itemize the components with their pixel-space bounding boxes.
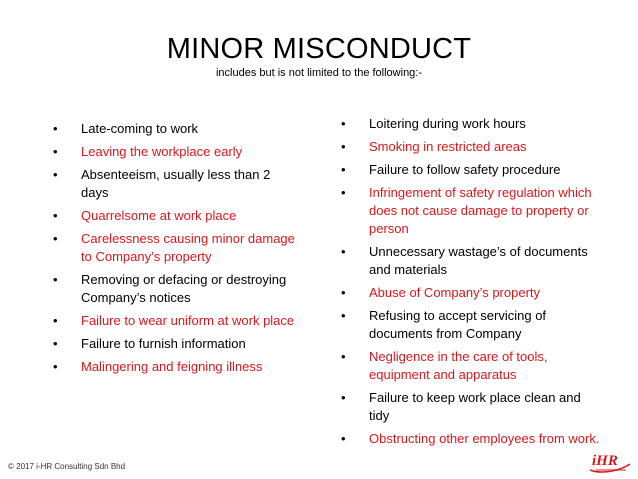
list-item-text: Loitering during work hours bbox=[369, 116, 526, 131]
list-item-text: Absenteeism, usually less than 2 days bbox=[81, 167, 271, 200]
list-item bbox=[53, 312, 298, 330]
list-item bbox=[341, 284, 601, 302]
list-item-text: Refusing to accept servicing of documents from Company bbox=[369, 308, 547, 341]
list-item bbox=[53, 335, 298, 353]
bullet-marker: • bbox=[53, 231, 58, 246]
list-item bbox=[341, 243, 601, 279]
list-item bbox=[341, 115, 601, 133]
list-item-text: Quarrelsome at work place bbox=[81, 208, 237, 223]
bullet-marker: • bbox=[341, 116, 346, 131]
list-item-text: Failure to furnish information bbox=[81, 336, 246, 351]
list-item bbox=[341, 138, 601, 156]
list-item-text: Smoking in restricted areas bbox=[369, 139, 527, 154]
list-item-text: Failure to keep work place clean and tidy bbox=[369, 390, 581, 423]
list-item bbox=[53, 271, 298, 307]
list-item-text: Leaving the workplace early bbox=[81, 144, 243, 159]
list-item bbox=[341, 389, 601, 425]
left-bullet-list bbox=[53, 120, 298, 381]
bullet-marker: • bbox=[341, 349, 346, 364]
list-item-text: Obstructing other employees from work. bbox=[369, 431, 600, 446]
bullet-marker: • bbox=[53, 121, 58, 136]
list-item bbox=[341, 348, 601, 384]
bullet-marker: • bbox=[53, 336, 58, 351]
list-item bbox=[53, 207, 298, 225]
slide-subtitle: includes but is not limited to the following:- bbox=[215, 67, 423, 79]
list-item bbox=[53, 143, 298, 161]
bullet-marker: • bbox=[53, 208, 58, 223]
bullet-marker: • bbox=[341, 162, 346, 177]
bullet-marker: • bbox=[53, 313, 58, 328]
list-item-text: Late-coming to work bbox=[81, 121, 199, 136]
right-bullet-list bbox=[341, 115, 601, 453]
list-item-text: Failure to follow safety procedure bbox=[369, 162, 561, 177]
list-item-text: Negligence in the care of tools, equipment and apparatus bbox=[369, 349, 548, 382]
bullet-marker: • bbox=[53, 144, 58, 159]
bullet-marker: • bbox=[341, 139, 346, 154]
bullet-marker: • bbox=[53, 272, 58, 287]
bullet-marker: • bbox=[53, 359, 58, 374]
bullet-marker: • bbox=[341, 431, 346, 446]
ihr-logo bbox=[586, 448, 632, 474]
bullet-marker: • bbox=[341, 185, 346, 200]
list-item-text: Carelessness causing minor damage to Company’s property bbox=[81, 231, 295, 264]
bullet-marker: • bbox=[341, 308, 346, 323]
list-item bbox=[341, 161, 601, 179]
logo-text: iHR bbox=[592, 453, 618, 469]
list-item-text: Abuse of Company’s property bbox=[369, 285, 541, 300]
list-item bbox=[53, 166, 298, 202]
list-item bbox=[341, 307, 601, 343]
list-item bbox=[341, 184, 601, 238]
list-item-text: Removing or defacing or destroying Company’s notices bbox=[81, 272, 287, 305]
list-item bbox=[53, 120, 298, 138]
list-item bbox=[53, 230, 298, 266]
list-item-text: Unnecessary wastage’s of documents and materials bbox=[369, 244, 588, 277]
slide-title: MINOR MISCONDUCT bbox=[166, 33, 472, 65]
copyright-footer: © 2017 i-HR Consulting Sdn Bhd bbox=[8, 462, 126, 471]
list-item bbox=[341, 430, 601, 448]
list-item bbox=[53, 358, 298, 376]
bullet-marker: • bbox=[341, 390, 346, 405]
bullet-marker: • bbox=[53, 167, 58, 182]
bullet-marker: • bbox=[341, 285, 346, 300]
bullet-marker: • bbox=[341, 244, 346, 259]
list-item-text: Malingering and feigning illness bbox=[81, 359, 263, 374]
list-item-text: Infringement of safety regulation which does not cause damage to property or person bbox=[369, 185, 592, 236]
list-item-text: Failure to wear uniform at work place bbox=[81, 313, 295, 328]
